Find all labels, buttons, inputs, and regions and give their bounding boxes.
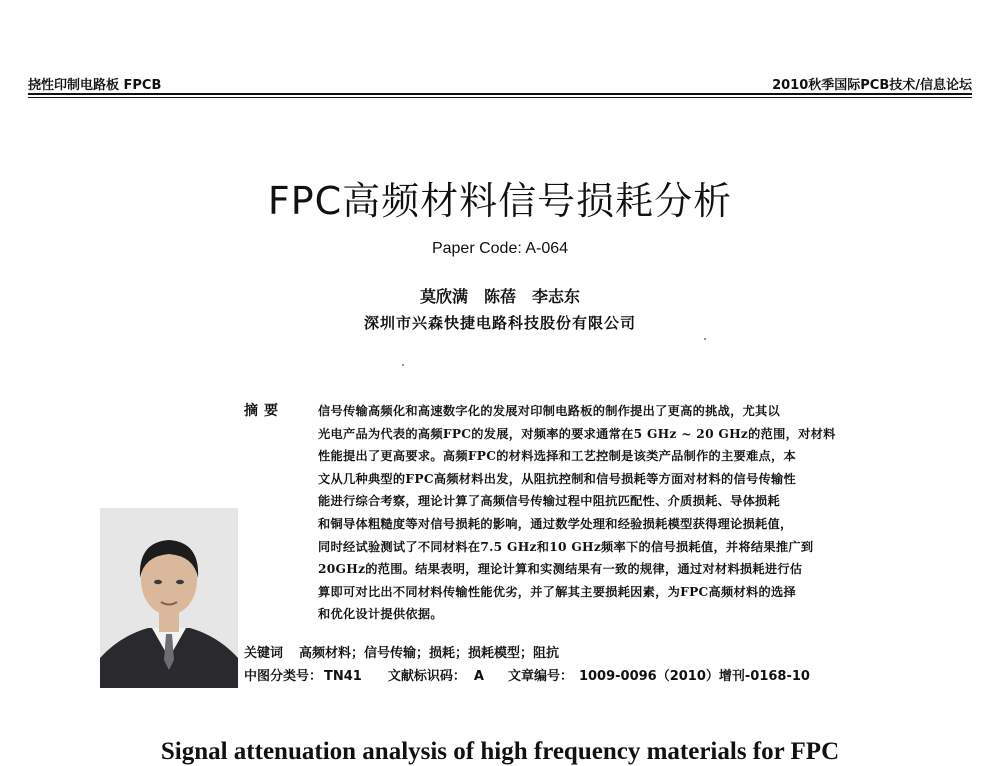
abstract-line: 和优化设计提供依据。 [318,607,443,622]
paper-code: Paper Code: A-064 [431,240,569,257]
abstract-line: 20GHz的范围。结果表明，理论计算和实测结果有一致的规律，通过对材料损耗进行估 [318,562,803,577]
abstract-line: 文从几种典型的FPC高频材料出发，从阻抗控制和信号损耗等方面对材料的信号传输性 [318,471,796,486]
keywords-row [244,642,559,662]
abstract-line: 信号传输高频化和高速数字化的发展对印制电路板的制作提出了更高的挑战，尤其以 [318,404,781,418]
clc-label: 中图分类号： [244,669,323,684]
english-title: Signal attenuation analysis of high frequency materials for FPC [160,738,840,765]
author-list: 莫欣满 陈蓓 李志东 [419,287,580,306]
article-number-value: 1009-0096（2010）增刊-0168-10 [578,669,810,684]
scan-speck [704,338,706,340]
photo-left-eye [154,580,162,584]
header-forum-name: 2010秋季国际PCB技术/信息论坛 [772,78,972,93]
abstract-line: 光电产品为代表的高频FPC的发展，对频率的要求通常在5 GHz ~ 20 GHz的范围，对材料 [318,426,836,441]
abstract-body [318,400,908,626]
author-photo [100,508,238,688]
abstract-line: 算即可对比出不同材料传输性能优劣，并了解其主要损耗因素，为FPC高频材料的选择 [318,584,796,599]
abstract-line: 能进行综合考察，理论计算了高频信号传输过程中阻抗匹配性、介质损耗、导体损耗 [318,494,781,509]
classification-row [244,665,810,685]
document-code-label: 文献标识码： [387,669,466,684]
keywords-value: 高频材料；信号传输；损耗；损耗模型；阻抗 [299,646,560,661]
document-code-value: A [473,669,484,684]
keywords-label: 关键词 [244,646,284,661]
author-affiliation: 深圳市兴森快捷电路科技股份有限公司 [363,314,636,332]
running-header [28,74,972,94]
abstract-line: 和铜导体粗糙度等对信号损耗的影响，通过数学处理和经验损耗模型获得理论损耗值， [318,516,793,531]
author-portrait [100,508,238,688]
article-number-label: 文章编号： [507,669,573,684]
abstract-line: 同时经试验测试了不同材料在7.5 GHz和10 GHz频率下的信号损耗值，并将结果推广到 [318,539,814,554]
photo-right-eye [176,580,184,584]
header-rule-thin [28,97,972,98]
clc-value: TN41 [324,669,362,684]
header-rule-thick [28,93,972,95]
header-journal-section: 挠性印制电路板 FPCB [28,78,162,93]
paper-title: FPC高频材料信号损耗分析 [267,179,733,223]
abstract-line: 性能提出了更高要求。高频FPC的材料选择和工艺控制是该类产品制作的主要难点，本 [318,449,796,464]
scan-speck [402,364,404,366]
abstract-label: 摘要 [244,403,284,419]
